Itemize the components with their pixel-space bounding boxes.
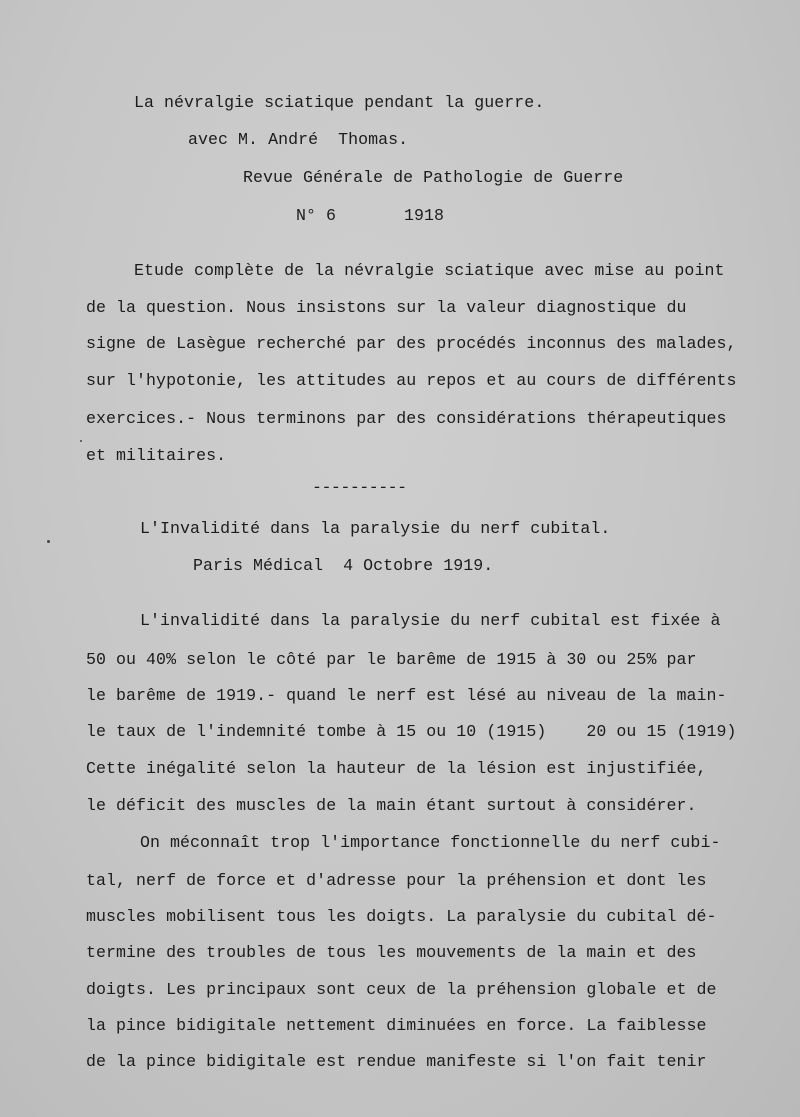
entry2-paragraph2-line: muscles mobilisent tous les doigts. La paralysie du cubital dé- <box>86 907 717 926</box>
entry2-paragraph1-line: le barême de 1919.- quand le nerf est lésé au niveau de la main- <box>86 686 727 705</box>
entry2-journal-date: Paris Médical 4 Octobre 1919. <box>193 556 494 575</box>
entry1-abstract-line: signe de Lasègue recherché par des procédés inconnus des malades, <box>86 334 737 353</box>
entry1-abstract-line: et militaires. <box>86 446 227 465</box>
entry2-paragraph2-line: termine des troubles de tous les mouvements de la main et des <box>86 943 697 962</box>
paper-speck <box>80 440 82 442</box>
entry1-issue: N° 6 <box>296 206 337 225</box>
entry2-paragraph2-line: de la pince bidigitale est rendue manifeste si l'on fait tenir <box>86 1052 707 1071</box>
entry2-title: L'Invalidité dans la paralysie du nerf cubital. <box>140 519 611 538</box>
entry1-title: La névralgie sciatique pendant la guerre. <box>134 93 545 112</box>
entry1-abstract-line: sur l'hypotonie, les attitudes au repos et au cours de différents <box>86 371 737 390</box>
separator: ---------- <box>312 478 407 497</box>
entry2-paragraph1-line: 50 ou 40% selon le côté par le barême de 1915 à 30 ou 25% par <box>86 650 697 669</box>
entry1-coauthor: avec M. André Thomas. <box>188 130 409 149</box>
entry1-year: 1918 <box>404 206 445 225</box>
entry1-abstract-line: exercices.- Nous terminons par des considérations thérapeutiques <box>86 409 727 428</box>
entry2-paragraph2-line: On méconnaît trop l'importance fonctionnelle du nerf cubi- <box>140 833 721 852</box>
entry2-paragraph1-line: Cette inégalité selon la hauteur de la lésion est injustifiée, <box>86 759 707 778</box>
entry2-paragraph2-line: doigts. Les principaux sont ceux de la préhension globale et de <box>86 980 717 999</box>
entry2-paragraph2-line: tal, nerf de force et d'adresse pour la préhension et dont les <box>86 871 707 890</box>
entry2-paragraph1-line: le déficit des muscles de la main étant surtout à considérer. <box>86 796 697 815</box>
entry2-paragraph1-line: le taux de l'indemnité tombe à 15 ou 10 (1915) 20 ou 15 (1919) <box>86 722 737 741</box>
entry2-paragraph1-line: L'invalidité dans la paralysie du nerf cubital est fixée à <box>140 611 721 630</box>
entry1-journal: Revue Générale de Pathologie de Guerre <box>243 168 624 187</box>
entry1-abstract-line: Etude complète de la névralgie sciatique avec mise au point <box>134 261 725 280</box>
entry2-paragraph2-line: la pince bidigitale nettement diminuées en force. La faiblesse <box>86 1016 707 1035</box>
entry1-abstract-line: de la question. Nous insistons sur la valeur diagnostique du <box>86 298 687 317</box>
paper-speck <box>47 540 50 543</box>
